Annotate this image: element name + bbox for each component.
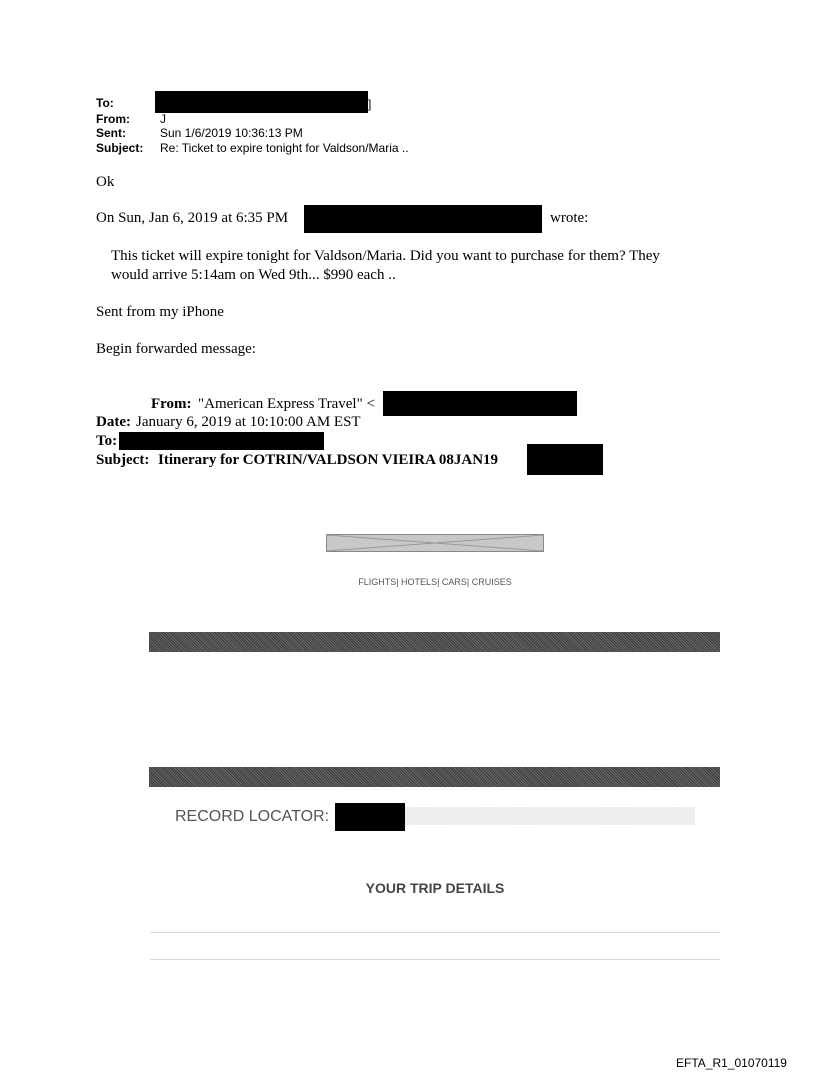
from-label: From: [96, 112, 130, 126]
fwd-from-value: "American Express Travel" < [198, 396, 375, 412]
fwd-date-value: January 6, 2019 at 10:10:00 AM EST [136, 414, 361, 430]
fwd-date-label: Date: [96, 414, 131, 430]
quote-text-line1: This ticket will expire tonight for Valdson/Maria. Did you want to purchase for them? They [111, 248, 660, 264]
record-locator-background [405, 807, 695, 825]
subject-label: Subject: [96, 141, 144, 155]
redacted-fwd-from [383, 391, 577, 416]
banner-bar-top [149, 632, 720, 652]
to-bracket: ] [368, 97, 372, 111]
signature: Sent from my iPhone [96, 304, 224, 320]
from-value: J [160, 112, 166, 126]
trip-details-title: YOUR TRIP DETAILS [365, 880, 505, 896]
divider-bottom [150, 959, 720, 960]
broken-image-icon [326, 534, 544, 552]
divider-top [150, 932, 720, 933]
sent-label: Sent: [96, 126, 126, 140]
quote-intro-prefix: On Sun, Jan 6, 2019 at 6:35 PM [96, 210, 289, 226]
redacted-record-locator [335, 803, 405, 831]
subject-value: Re: Ticket to expire tonight for Valdson/Maria .. [160, 141, 409, 155]
to-label: To: [96, 96, 114, 110]
reply-text: Ok [96, 174, 115, 190]
redacted-fwd-to [119, 432, 324, 450]
fwd-to-label: To: [96, 433, 118, 449]
nav-links[interactable]: FLIGHTS| HOTELS| CARS| CRUISES [358, 577, 512, 587]
forward-intro: Begin forwarded message: [96, 341, 256, 357]
redacted-subject-suffix [527, 444, 603, 475]
fwd-from-label: From: [151, 396, 192, 412]
fwd-subject-label: Subject: [96, 452, 150, 468]
fwd-subject-value: Itinerary for COTRIN/VALDSON VIEIRA 08JAN19 [158, 452, 499, 468]
quote-text-line2: would arrive 5:14am on Wed 9th... $990 each .. [111, 267, 396, 283]
sent-value: Sun 1/6/2019 10:36:13 PM [160, 126, 303, 140]
quote-intro-suffix: wrote: [550, 210, 589, 226]
document-id: EFTA_R1_01070119 [676, 1056, 787, 1070]
redacted-sender [304, 205, 542, 233]
banner-bar-bottom [149, 767, 720, 787]
redacted-to-address [155, 91, 368, 113]
record-locator-label: RECORD LOCATOR: [175, 808, 330, 825]
